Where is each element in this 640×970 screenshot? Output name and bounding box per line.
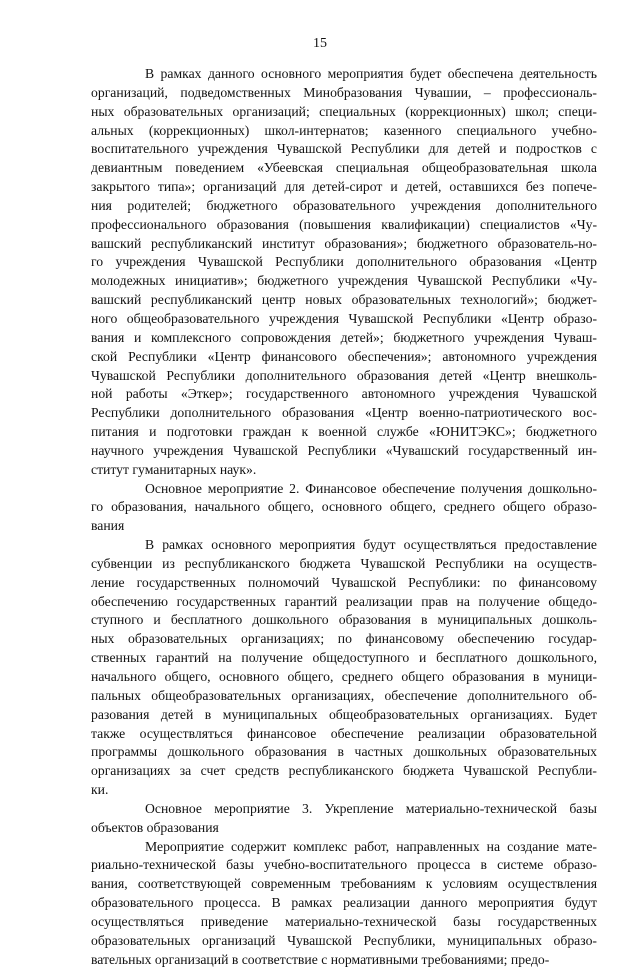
- text-line: воспитательного учреждения Чувашской Республики для детей и подростков с: [91, 141, 597, 157]
- text-line: го образования, начального общего, основного общего, среднего общего образо-: [91, 499, 597, 515]
- text-line: профессионального образования (повышения квалификации) специалистов «Чу-: [91, 216, 597, 232]
- paragraph: [91, 838, 597, 970]
- text-line: ление государственных полномочий Чувашской Республики: по финансовому: [91, 574, 597, 590]
- text-line: осуществляться приведение материально-технической базы государственных: [91, 913, 597, 929]
- text-line: также осуществляться финансовое обеспечение реализации образовательной: [91, 725, 597, 741]
- text-line: ного общеобразовательного учреждения Чувашской Республики «Центр образо-: [91, 310, 597, 326]
- text-line: В рамках данного основного мероприятия будет обеспечена деятельность: [145, 66, 597, 81]
- text-line: ной работы «Эткер»; государственного автономного учреждения Чувашской: [91, 386, 597, 402]
- text-line: Основное мероприятие 3. Укрепление материально-технической базы: [145, 800, 597, 816]
- text-line: риально-технической базы учебно-воспитательного процесса в системе образо-: [91, 857, 597, 873]
- text-line: ступного и бесплатного дошкольного образования в муниципальных дошколь-: [91, 612, 597, 628]
- text-line: альных (коррекционных) школ-интернатов; казенного специального учебно-: [91, 122, 597, 138]
- text-line: образовательных организаций Чувашской Республики, муниципальных образо-: [91, 932, 597, 948]
- text-line: Мероприятие содержит комплекс работ, направленных на создание мате-: [145, 838, 597, 854]
- text-line: разования детей в муниципальных общеобразовательных организациях. Будет: [91, 706, 597, 722]
- text-line: вания: [91, 518, 125, 534]
- text-line: организациях за счет средств республиканского бюджета Чувашской Республи-: [91, 763, 597, 779]
- text-line: вания, соответствующей современным требованиям к условиям осуществления: [91, 876, 597, 892]
- text-line: вательных организаций в соответствие с нормативными требованиями; предо-: [91, 951, 550, 967]
- text-line: вашский республиканский институт образования»; бюджетного образователь-но-: [91, 235, 597, 251]
- document-body: [91, 65, 597, 970]
- text-line: закрытого типа»; организаций для детей-сирот и детей, оставшихся без попече-: [91, 179, 597, 195]
- text-line: ки.: [91, 782, 109, 798]
- text-line: ния родителей; бюджетного образовательного учреждения дополнительного: [91, 197, 597, 213]
- text-line: девиантным поведением «Убеевская специальная общеобразовательная школа: [91, 160, 597, 176]
- text-line: субвенции из республиканского бюджета Чувашской Республики на осуществ-: [91, 555, 597, 571]
- text-line: ных образовательных организаций; специальных (коррекционных) школ; специ-: [91, 103, 597, 119]
- text-line: го учреждения Чувашской Республики дополнительного образования «Центр: [91, 254, 597, 270]
- paragraph: [91, 800, 597, 838]
- text-line: объектов образования: [91, 819, 219, 835]
- text-line: пальных общеобразовательных организациях, обеспечение дополнительного об-: [91, 687, 597, 703]
- text-line: ститут гуманитарных наук».: [91, 461, 257, 477]
- text-line: программы дошкольного образования в частных дошкольных образовательных: [91, 744, 597, 760]
- text-line: вания и комплексного сопровождения детей»; бюджетного учреждения Чуваш-: [91, 329, 597, 345]
- page-number: 15: [313, 36, 327, 51]
- paragraph: [91, 536, 597, 800]
- text-line: научного учреждения Чувашской Республики «Чувашский государственный ин-: [91, 442, 597, 458]
- text-line: ской Республики «Центр финансового обеспечения»; автономного учреждения: [91, 348, 597, 364]
- text-line: образовательного процесса. В рамках реализации данного мероприятия будут: [91, 895, 597, 911]
- text-line: молодежных инициатив»; бюджетного учреждения Чувашской Республики «Чу-: [91, 273, 597, 289]
- text-line: Основное мероприятие 2. Финансовое обеспечение получения дошкольно-: [145, 480, 597, 496]
- text-line: ных образовательных организациях; по финансовому обеспечению государ-: [91, 631, 597, 647]
- paragraph: [91, 480, 597, 537]
- text-line: обеспечению государственных гарантий реализации прав на получение общедо-: [91, 593, 597, 609]
- text-line: В рамках основного мероприятия будут осуществляться предоставление: [145, 537, 597, 553]
- text-line: Республики дополнительного образования «Центр военно-патриотического вос-: [91, 405, 597, 421]
- text-line: питания и подготовки граждан к военной службе «ЮНИТЭКС»; бюджетного: [91, 424, 597, 440]
- text-line: начального общего, основного общего, среднего общего образования в муници-: [91, 669, 597, 684]
- paragraph: [91, 65, 597, 480]
- text-line: организаций, подведомственных Минобразования Чувашии, – профессиональ-: [91, 84, 597, 100]
- text-line: вашский республиканский центр новых образовательных технологий»; бюджет-: [91, 292, 597, 308]
- text-line: Чувашской Республики дополнительного образования детей «Центр внешколь-: [91, 367, 597, 383]
- text-line: ственных гарантий на получение общедоступного и бесплатного дошкольного,: [91, 650, 597, 666]
